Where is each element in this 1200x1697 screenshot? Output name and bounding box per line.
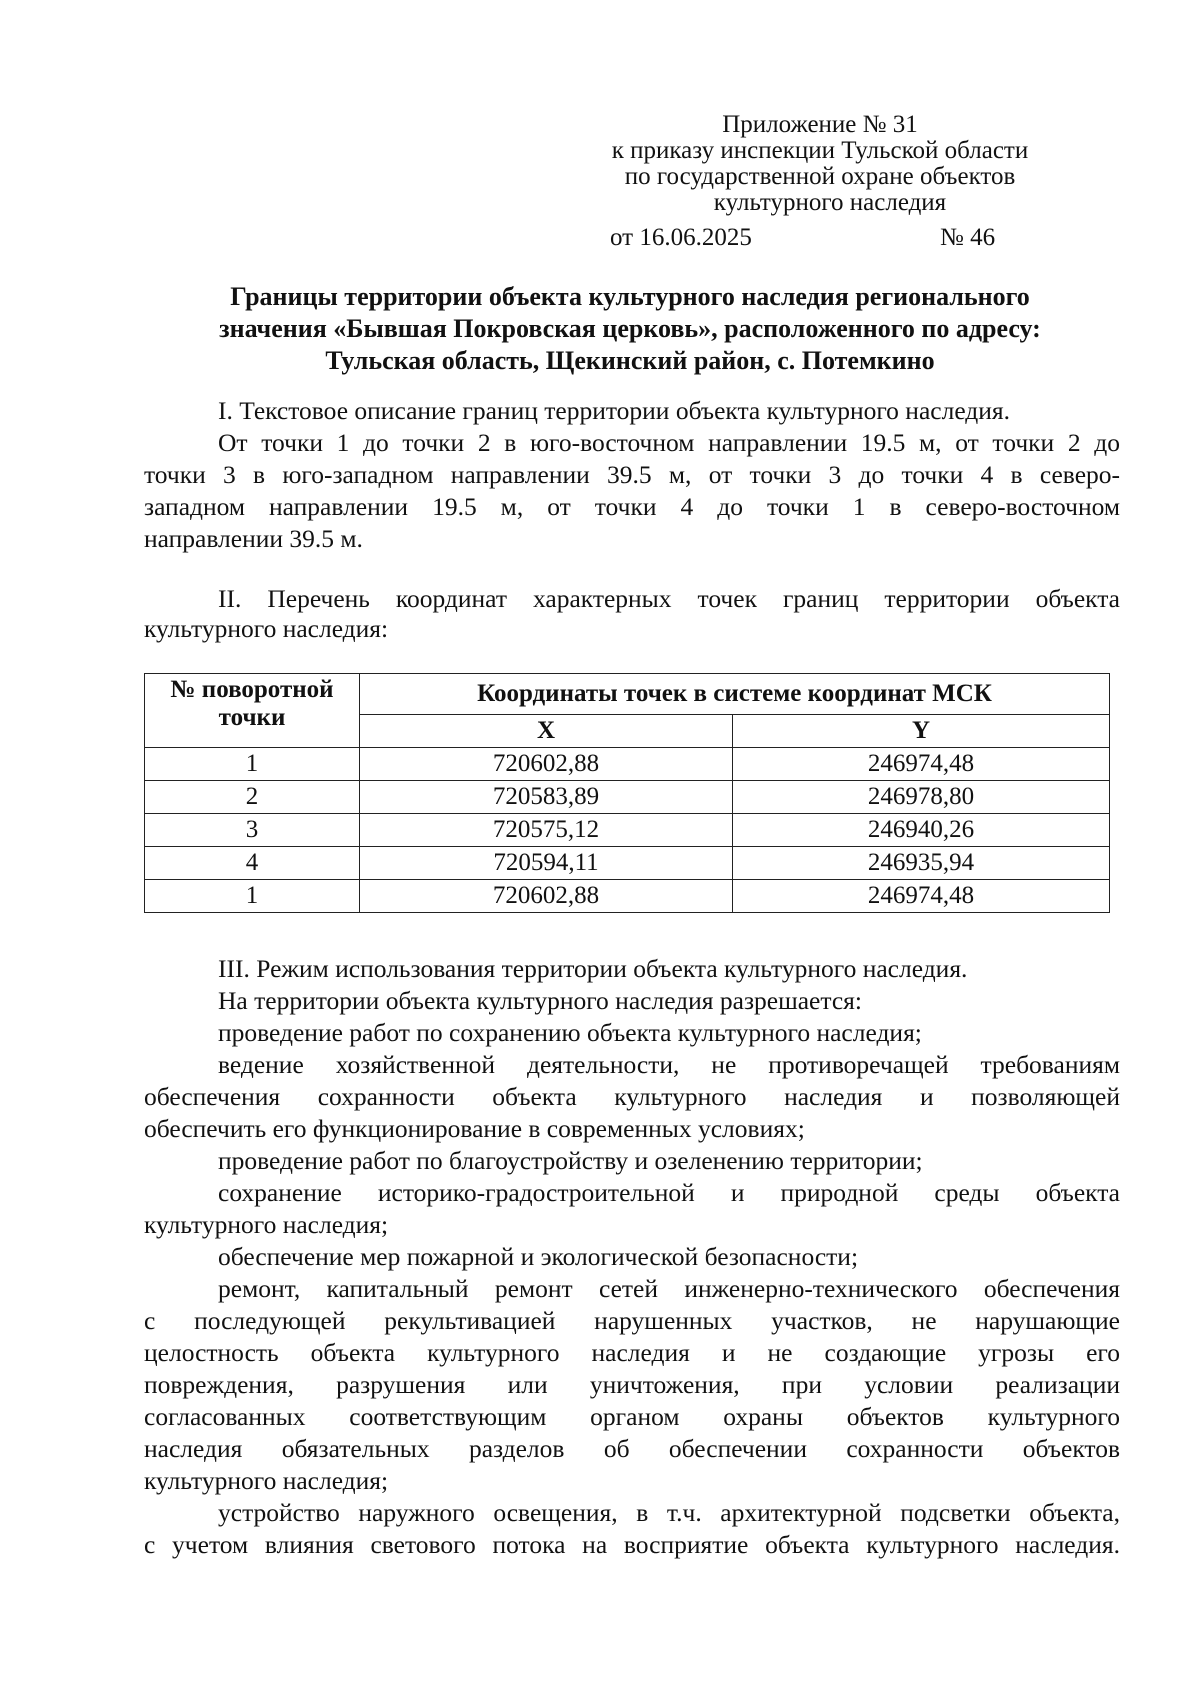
point-cell: 1 xyxy=(145,748,360,781)
section1-text-line: От точки 1 до точки 2 в юго-восточном направлении 19.5 м, от точки 2 до xyxy=(218,428,1120,457)
appendix-order-line: культурного наследия xyxy=(713,189,947,216)
x-cell: 720594,11 xyxy=(360,847,733,880)
point-header-line: № поворотной xyxy=(170,676,334,703)
section3-allowed: На территории объекта культурного наследия разрешается: xyxy=(218,986,862,1015)
table-row xyxy=(145,880,1110,913)
allowed-item: обеспечение мер пожарной и экологической безопасности; xyxy=(218,1242,859,1271)
document-title-line: Границы территории объекта культурного наследия регионального xyxy=(230,282,1030,311)
section1-text-line: направлении 39.5 м. xyxy=(144,524,363,553)
allowed-item: проведение работ по сохранению объекта культурного наследия; xyxy=(218,1018,922,1047)
y-cell: 246974,48 xyxy=(733,880,1110,913)
point-header-line: точки xyxy=(218,704,286,731)
document-title-line: Тульская область, Щекинский район, с. Потемкино xyxy=(325,346,935,375)
point-cell: 2 xyxy=(145,781,360,814)
allowed-item-line: ведение хозяйственной деятельности, не противоречащей требованиям xyxy=(218,1050,1120,1079)
allowed-item-line: культурного наследия; xyxy=(144,1210,389,1239)
allowed-item-line: ремонт, капитальный ремонт сетей инженерно-технического обеспечения xyxy=(218,1274,1120,1303)
appendix-order-line: по государственной охране объектов xyxy=(624,163,1016,190)
table-row xyxy=(145,781,1110,814)
allowed-item-line: устройство наружного освещения, в т.ч. архитектурной подсветки объекта, xyxy=(218,1498,1120,1527)
appendix-number: Приложение № 31 xyxy=(722,111,918,138)
point-cell: 1 xyxy=(145,880,360,913)
point-cell: 3 xyxy=(145,814,360,847)
allowed-item-line: наследия обязательных разделов об обеспечении сохранности объектов xyxy=(144,1434,1120,1463)
document-title-line: значения «Бывшая Покровская церковь», расположенного по адресу: xyxy=(219,314,1041,343)
x-cell: 720575,12 xyxy=(360,814,733,847)
order-number: № 46 xyxy=(940,224,996,251)
y-cell: 246940,26 xyxy=(733,814,1110,847)
allowed-item: проведение работ по благоустройству и озеленению территории; xyxy=(218,1146,923,1175)
appendix-order-line: к приказу инспекции Тульской области xyxy=(611,137,1029,164)
section3-heading: III. Режим использования территории объекта культурного наследия. xyxy=(218,954,968,983)
x-cell: 720602,88 xyxy=(360,880,733,913)
allowed-item-line: обеспечить его функционирование в современных условиях; xyxy=(144,1114,805,1143)
x-column-header: X xyxy=(360,715,733,748)
x-cell: 720602,88 xyxy=(360,748,733,781)
coordinates-table xyxy=(144,673,1110,913)
section2-heading: II. Перечень координат характерных точек границ территории объекта xyxy=(218,584,1120,613)
allowed-item-line: целостность объекта культурного наследия и не создающие угрозы его xyxy=(144,1338,1120,1367)
allowed-item-line: согласованных соответствующим органом охраны объектов культурного xyxy=(144,1402,1120,1431)
order-date: от 16.06.2025 xyxy=(610,224,752,251)
section1-text-line: точки 3 в юго-западном направлении 39.5 м, от точки 3 до точки 4 в северо- xyxy=(144,460,1120,489)
allowed-item-line: с последующей рекультивацией нарушенных участков, не нарушающие xyxy=(144,1306,1120,1335)
allowed-item-line: культурного наследия; xyxy=(144,1466,389,1495)
coords-column-header: Координаты точек в системе координат МСК xyxy=(360,674,1110,715)
table-row xyxy=(145,748,1110,781)
y-cell: 246974,48 xyxy=(733,748,1110,781)
section2-heading: культурного наследия: xyxy=(144,614,389,643)
y-cell: 246935,94 xyxy=(733,847,1110,880)
allowed-item-line: обеспечения сохранности объекта культурного наследия и позволяющей xyxy=(144,1082,1120,1111)
section1-text-line: западном направлении 19.5 м, от точки 4 до точки 1 в северо-восточном xyxy=(144,492,1120,521)
table-row xyxy=(145,847,1110,880)
point-cell: 4 xyxy=(145,847,360,880)
section1-heading: I. Текстовое описание границ территории объекта культурного наследия. xyxy=(218,396,1011,425)
x-cell: 720583,89 xyxy=(360,781,733,814)
y-cell: 246978,80 xyxy=(733,781,1110,814)
allowed-item-line: повреждения, разрушения или уничтожения, при условии реализации xyxy=(144,1370,1120,1399)
y-column-header: Y xyxy=(733,715,1110,748)
allowed-item-line: с учетом влияния светового потока на восприятие объекта культурного наследия. xyxy=(144,1530,1120,1559)
allowed-item-line: сохранение историко-градостроительной и природной среды объекта xyxy=(218,1178,1120,1207)
point-column-header xyxy=(145,674,360,748)
table-row xyxy=(145,814,1110,847)
